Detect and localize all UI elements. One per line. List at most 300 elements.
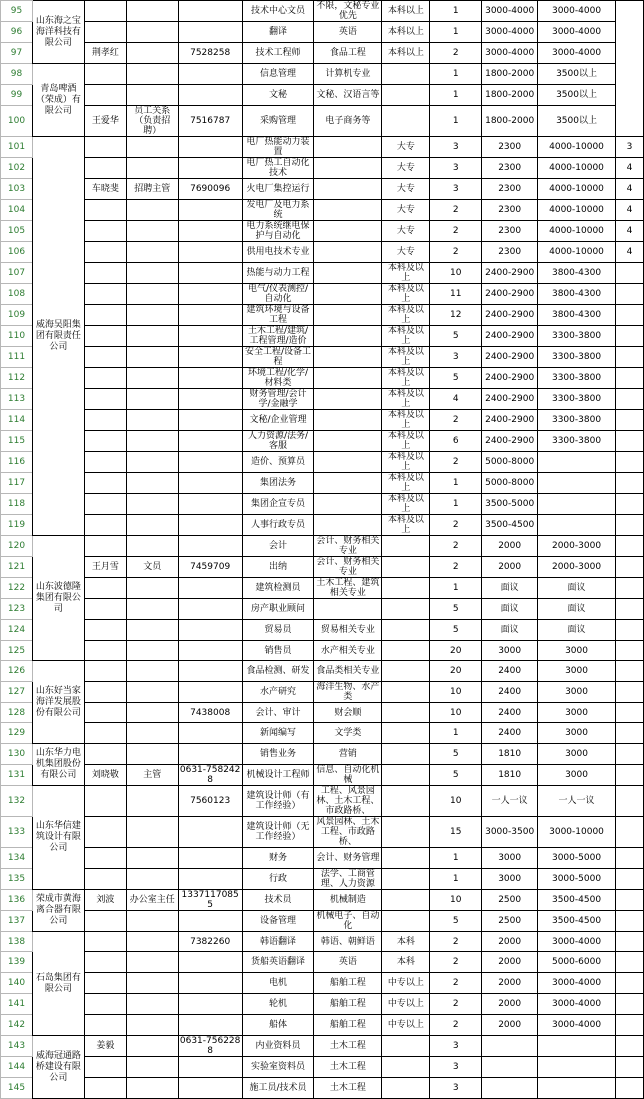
trial-salary-cell: 2000 [482,1015,538,1036]
row-number: 114 [1,410,33,431]
salary-cell: 3000 [538,765,616,786]
trial-salary-cell: 3500-5000 [482,494,538,515]
salary-cell: 3000 [538,641,616,661]
job-title-cell [126,137,178,158]
salary-cell: 3300-3800 [538,410,616,431]
job-title-cell [126,43,178,64]
contact-cell: 王月雪 [84,557,126,578]
education-cell [382,661,430,682]
row-number: 107 [1,263,33,284]
position-cell: 翻译 [242,22,314,43]
job-title-cell [126,85,178,106]
education-cell [382,848,430,869]
salary-cell: 3800-4300 [538,263,616,284]
row-number: 131 [1,765,33,786]
position-cell: 电气/仪表测控/自动化 [242,284,314,305]
company-cell: 山东华力电机集团股份有限公司 [32,744,84,786]
table-row [1,703,644,723]
education-cell [382,1036,430,1057]
table-row [1,137,644,158]
job-title-cell [126,368,178,389]
major-cell [314,494,382,515]
job-title-cell [126,494,178,515]
position-cell: 土木工程/建筑/工程管理/造价 [242,326,314,347]
table-row [1,1078,644,1099]
trial-salary-cell: 5000-8000 [482,452,538,473]
job-title-cell [126,973,178,994]
education-cell: 本科及以上 [382,494,430,515]
company-cell: 山东海之宝海洋科技有限公司 [32,1,84,64]
headcount-cell: 4 [430,389,482,410]
extra-cell [615,869,643,890]
major-cell [314,179,382,200]
table-row [1,890,644,911]
phone-cell [178,242,242,263]
job-title-cell: 文员 [126,557,178,578]
phone-cell [178,368,242,389]
table-row [1,43,644,64]
phone-cell [178,200,242,221]
extra-cell: 4 [615,242,643,263]
row-number: 111 [1,347,33,368]
major-cell: 会计、财务相关专业 [314,557,382,578]
phone-cell [178,137,242,158]
trial-salary-cell: 3000-4000 [482,43,538,64]
major-cell [314,158,382,179]
trial-salary-cell: 1800-2000 [482,64,538,85]
row-number: 134 [1,848,33,869]
position-cell: 电机 [242,973,314,994]
phone-cell [178,1057,242,1078]
extra-cell: 4 [615,221,643,242]
phone-cell [178,347,242,368]
major-cell: 土木工程、建筑相关专业 [314,578,382,599]
education-cell [382,599,430,620]
headcount-cell: 10 [430,786,482,817]
contact-cell [84,494,126,515]
position-cell: 财务管理/会计学/金融学 [242,389,314,410]
headcount-cell: 5 [430,326,482,347]
headcount-cell: 20 [430,661,482,682]
headcount-cell: 2 [430,994,482,1015]
salary-cell: 3000 [538,723,616,744]
table-row [1,723,644,744]
row-number: 105 [1,221,33,242]
extra-cell [615,599,643,620]
headcount-cell: 2 [430,952,482,973]
contact-cell [84,1,126,22]
extra-cell: 4 [615,179,643,200]
company-cell: 山东好当家海洋发展股份有限公司 [32,661,84,744]
contact-cell [84,578,126,599]
phone-cell [178,494,242,515]
education-cell: 大专 [382,137,430,158]
position-cell: 行政 [242,869,314,890]
phone-cell [178,536,242,557]
education-cell [382,682,430,703]
job-title-cell [126,817,178,848]
job-title-cell [126,1036,178,1057]
extra-cell [615,817,643,848]
extra-cell [615,994,643,1015]
major-cell: 法学、工商管理、人力资源 [314,869,382,890]
position-cell: 供用电技术专业 [242,242,314,263]
table-row [1,263,644,284]
trial-salary-cell: 1810 [482,744,538,765]
table-row [1,326,644,347]
table-row [1,973,644,994]
phone-cell [178,473,242,494]
row-number: 130 [1,744,33,765]
position-cell: 人事行政专员 [242,515,314,536]
row-number: 145 [1,1078,33,1099]
job-title-cell [126,952,178,973]
phone-cell [178,952,242,973]
headcount-cell: 3 [430,137,482,158]
row-number: 95 [1,1,33,22]
contact-cell [84,869,126,890]
phone-cell [178,64,242,85]
phone-cell [178,641,242,661]
headcount-cell: 1 [430,85,482,106]
contact-cell [84,305,126,326]
education-cell: 中专以上 [382,973,430,994]
headcount-cell: 2 [430,1015,482,1036]
job-title-cell: 办公室主任 [126,890,178,911]
row-number: 115 [1,431,33,452]
phone-cell [178,744,242,765]
phone-cell [178,994,242,1015]
education-cell: 本科及以上 [382,368,430,389]
education-cell [382,578,430,599]
phone-cell [178,326,242,347]
contact-cell [84,242,126,263]
job-title-cell [126,1,178,22]
major-cell: 会计、财务相关专业 [314,536,382,557]
headcount-cell: 5 [430,744,482,765]
major-cell: 机械电子、自动化 [314,911,382,932]
table-row [1,1036,644,1057]
trial-salary-cell: 2300 [482,242,538,263]
education-cell: 大专 [382,221,430,242]
job-title-cell [126,786,178,817]
major-cell: 船舶工程 [314,994,382,1015]
salary-cell: 3300-3800 [538,347,616,368]
headcount-cell: 5 [430,765,482,786]
education-cell: 本科以上 [382,43,430,64]
contact-cell [84,848,126,869]
education-cell [382,85,430,106]
row-number: 122 [1,578,33,599]
row-number: 127 [1,682,33,703]
position-cell: 销售员 [242,641,314,661]
trial-salary-cell: 2500 [482,911,538,932]
education-cell: 本科以上 [382,22,430,43]
trial-salary-cell: 1800-2000 [482,85,538,106]
phone-cell [178,452,242,473]
position-cell: 设备管理 [242,911,314,932]
extra-cell [615,848,643,869]
position-cell: 发电厂及电力系统 [242,200,314,221]
phone-cell: 7560123 [178,786,242,817]
position-cell: 人力资源/法务/客服 [242,431,314,452]
contact-cell [84,620,126,641]
row-number: 124 [1,620,33,641]
table-row [1,817,644,848]
trial-salary-cell: 1800-2000 [482,106,538,137]
extra-cell [615,347,643,368]
salary-cell: 3500以上 [538,106,616,137]
headcount-cell: 5 [430,911,482,932]
headcount-cell: 1 [430,106,482,137]
headcount-cell: 2 [430,452,482,473]
education-cell: 本科及以上 [382,389,430,410]
headcount-cell: 1 [430,723,482,744]
headcount-cell: 2 [430,242,482,263]
position-cell: 施工员/技术员 [242,1078,314,1099]
extra-cell [615,744,643,765]
position-cell: 集团法务 [242,473,314,494]
major-cell [314,347,382,368]
position-cell: 轮机 [242,994,314,1015]
salary-cell: 5000-6000 [538,952,616,973]
trial-salary-cell: 3000 [482,869,538,890]
row-number: 140 [1,973,33,994]
table-row [1,578,644,599]
education-cell: 中专以上 [382,1015,430,1036]
headcount-cell: 1 [430,473,482,494]
row-number: 120 [1,536,33,557]
major-cell [314,137,382,158]
job-title-cell [126,578,178,599]
salary-cell: 3000-4000 [538,22,616,43]
phone-cell [178,682,242,703]
table-row [1,85,644,106]
headcount-cell: 10 [430,703,482,723]
salary-cell: 4000-10000 [538,200,616,221]
phone-cell [178,221,242,242]
phone-cell [178,1015,242,1036]
trial-salary-cell: 2000 [482,952,538,973]
education-cell: 大专 [382,200,430,221]
row-number: 117 [1,473,33,494]
education-cell: 本科及以上 [382,473,430,494]
salary-cell [538,1036,616,1057]
job-title-cell [126,661,178,682]
extra-cell [615,765,643,786]
table-row [1,765,644,786]
table-row [1,1,644,22]
major-cell: 风景园林、土木工程、市政路桥、 [314,817,382,848]
job-title-cell [126,200,178,221]
salary-cell: 3000 [538,661,616,682]
extra-cell [615,389,643,410]
contact-cell [84,326,126,347]
position-cell: 技术中心文员 [242,1,314,22]
contact-cell [84,661,126,682]
salary-cell [538,452,616,473]
trial-salary-cell: 3500-4500 [482,515,538,536]
contact-cell [84,641,126,661]
row-number: 139 [1,952,33,973]
major-cell: 英语 [314,952,382,973]
table-row [1,22,644,43]
salary-cell: 3000-4000 [538,973,616,994]
contact-cell [84,22,126,43]
salary-cell [538,515,616,536]
phone-cell [178,410,242,431]
position-cell: 会计、审计 [242,703,314,723]
headcount-cell: 1 [430,64,482,85]
contact-cell: 姜毅 [84,1036,126,1057]
phone-cell [178,431,242,452]
contact-cell [84,786,126,817]
job-title-cell [126,452,178,473]
position-cell: 机械设计工程师 [242,765,314,786]
row-number: 97 [1,43,33,64]
major-cell: 土木工程 [314,1036,382,1057]
contact-cell [84,932,126,952]
salary-cell: 2000-3000 [538,557,616,578]
row-number: 143 [1,1036,33,1057]
extra-cell [615,682,643,703]
salary-cell: 3000-4000 [538,1,616,22]
education-cell [382,703,430,723]
position-cell: 食品检测、研发 [242,661,314,682]
education-cell [382,64,430,85]
education-cell: 本科及以上 [382,515,430,536]
trial-salary-cell: 2400 [482,703,538,723]
contact-cell [84,599,126,620]
education-cell: 大专 [382,179,430,200]
phone-cell [178,1,242,22]
salary-cell: 4000-10000 [538,137,616,158]
row-number: 142 [1,1015,33,1036]
table-row [1,515,644,536]
major-cell [314,284,382,305]
headcount-cell: 2 [430,557,482,578]
education-cell: 大专 [382,158,430,179]
table-row [1,221,644,242]
extra-cell [615,723,643,744]
table-row [1,106,644,137]
contact-cell [84,723,126,744]
extra-cell [615,557,643,578]
major-cell: 财会顺 [314,703,382,723]
major-cell [314,368,382,389]
contact-cell [84,389,126,410]
major-cell: 英语 [314,22,382,43]
headcount-cell: 2 [430,410,482,431]
row-number: 125 [1,641,33,661]
job-title-cell [126,158,178,179]
table-row [1,1057,644,1078]
position-cell: 贸易员 [242,620,314,641]
extra-cell [615,410,643,431]
contact-cell: 王爱华 [84,106,126,137]
table-row [1,284,644,305]
row-number: 132 [1,786,33,817]
phone-cell [178,817,242,848]
company-cell: 威海冠通路桥建设有限公司 [32,1036,84,1099]
major-cell: 船舶工程 [314,973,382,994]
education-cell [382,536,430,557]
job-title-cell [126,473,178,494]
job-title-cell [126,1015,178,1036]
major-cell: 营销 [314,744,382,765]
phone-cell [178,620,242,641]
row-number: 101 [1,137,33,158]
position-cell: 采购管理 [242,106,314,137]
job-title-cell [126,599,178,620]
education-cell [382,1057,430,1078]
contact-cell [84,221,126,242]
extra-cell [615,1057,643,1078]
salary-cell: 3000-4000 [538,43,616,64]
phone-cell [178,85,242,106]
education-cell: 中专以上 [382,994,430,1015]
position-cell: 会计 [242,536,314,557]
table-row [1,911,644,932]
table-row [1,848,644,869]
company-cell: 荣成市黄海离合器有限公司 [32,890,84,932]
phone-cell [178,305,242,326]
trial-salary-cell: 3000-4000 [482,1,538,22]
position-cell: 财务 [242,848,314,869]
position-cell: 出纳 [242,557,314,578]
extra-cell [615,786,643,817]
table-row [1,494,644,515]
trial-salary-cell: 2400-2900 [482,431,538,452]
phone-cell [178,869,242,890]
table-row [1,661,644,682]
trial-salary-cell: 3000 [482,641,538,661]
table-row [1,242,644,263]
trial-salary-cell [482,1078,538,1099]
salary-cell: 3000-5000 [538,848,616,869]
row-number: 136 [1,890,33,911]
trial-salary-cell: 2000 [482,994,538,1015]
row-number: 123 [1,599,33,620]
table-row [1,64,644,85]
extra-cell [615,973,643,994]
job-title-cell [126,326,178,347]
table-row [1,682,644,703]
extra-cell [615,641,643,661]
major-cell: 文学类 [314,723,382,744]
position-cell: 房产职业顾问 [242,599,314,620]
trial-salary-cell: 2400-2900 [482,368,538,389]
company-cell: 青岛啤酒（荣成）有限公司 [32,64,84,137]
major-cell: 计算机专业 [314,64,382,85]
company-cell: 山东波德隆集团有限公司 [32,536,84,661]
headcount-cell: 12 [430,305,482,326]
position-cell: 技术工程师 [242,43,314,64]
headcount-cell: 2 [430,973,482,994]
extra-cell [615,1015,643,1036]
table-row [1,932,644,952]
headcount-cell: 1 [430,869,482,890]
major-cell: 船舶工程 [314,1015,382,1036]
education-cell: 本科及以上 [382,305,430,326]
education-cell [382,106,430,137]
job-title-cell [126,221,178,242]
contact-cell: 刘波 [84,890,126,911]
phone-cell [178,389,242,410]
job-title-cell [126,848,178,869]
education-cell [382,620,430,641]
education-cell [382,817,430,848]
